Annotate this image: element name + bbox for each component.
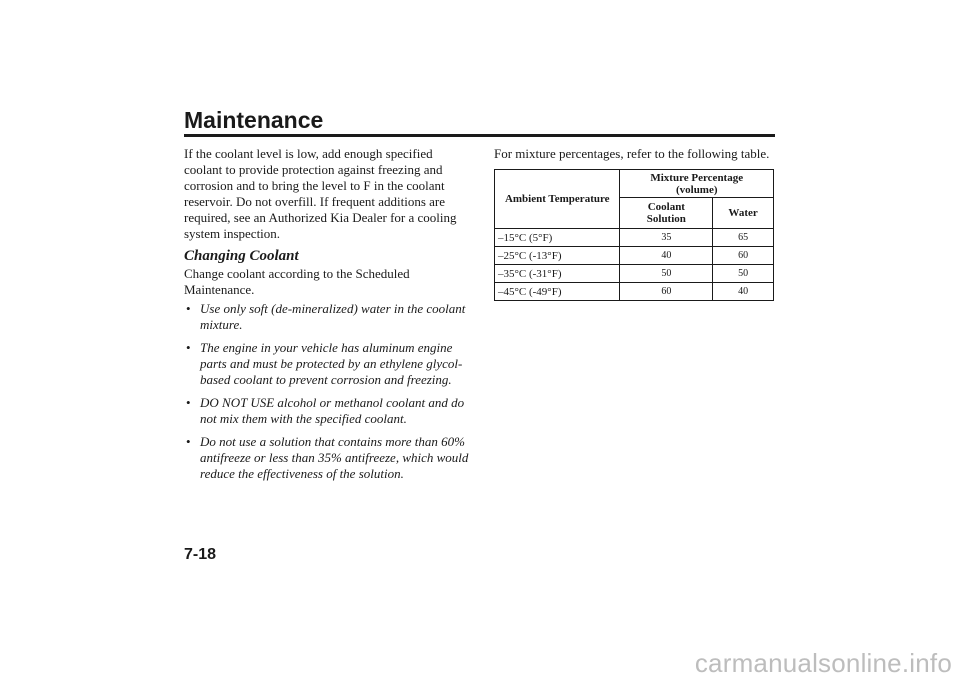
table-intro: For mixture percentages, refer to the following table. — [494, 146, 770, 161]
section-paragraph: Change coolant according to the Scheduled Maintenance. — [184, 266, 410, 297]
temp-cell: –15°C (5°F) — [495, 229, 620, 247]
intro-paragraph: If the coolant level is low, add enough specified coolant to provide protection against freezing and corrosion and to bring the level to F in the coolant reservoir. Do not overfill. If frequent additions are required, see an Authorized Kia Dealer for a cooling system inspection. — [184, 146, 457, 241]
bullet-text: DO NOT USE alcohol or methanol coolant and do not mix them with the specified coolant. — [200, 395, 465, 426]
section-heading: Changing Coolant — [184, 248, 299, 264]
list-item — [184, 434, 469, 482]
left-column — [184, 146, 469, 489]
coolant-cell: 40 — [620, 247, 713, 265]
coolant-cell: 35 — [620, 229, 713, 247]
list-item — [184, 395, 469, 427]
water-cell: 50 — [713, 265, 774, 283]
water-cell: 60 — [713, 247, 774, 265]
bullet-list — [184, 301, 469, 482]
bullet-icon: • — [186, 340, 191, 355]
header-ambient-temperature: Ambient Temperature — [495, 170, 620, 229]
right-column — [494, 146, 779, 162]
header-rule — [184, 134, 775, 137]
bullet-text: Use only soft (de-mineralized) water in the coolant mixture. — [200, 301, 466, 332]
mixture-table — [494, 169, 774, 301]
list-item — [184, 340, 469, 388]
header-water: Water — [713, 198, 774, 229]
table-row — [495, 283, 774, 301]
watermark: carmanualsonline.info — [694, 648, 952, 678]
table-row — [495, 229, 774, 247]
page-number: 7-18 — [184, 546, 217, 563]
header-coolant-solution: Coolant Solution — [620, 198, 713, 229]
water-cell: 40 — [713, 283, 774, 301]
header-mixture-percentage: Mixture Percentage (volume) — [620, 170, 774, 198]
table-row — [495, 247, 774, 265]
coolant-cell: 60 — [620, 283, 713, 301]
water-cell: 65 — [713, 229, 774, 247]
temp-cell: –25°C (-13°F) — [495, 247, 620, 265]
bullet-text: The engine in your vehicle has aluminum engine parts and must be protected by an ethylene glycol-based coolant to prevent corrosion and freezing. — [200, 340, 463, 387]
bullet-text: Do not use a solution that contains more than 60% antifreeze or less than 35% antifreeze, which would reduce the effectiveness of the solution. — [200, 434, 469, 481]
coolant-cell: 50 — [620, 265, 713, 283]
page-title: Maintenance — [184, 107, 324, 133]
table-row — [495, 265, 774, 283]
temp-cell: –45°C (-49°F) — [495, 283, 620, 301]
list-item — [184, 301, 469, 333]
bullet-icon: • — [186, 395, 191, 410]
bullet-icon: • — [186, 301, 191, 316]
bullet-icon: • — [186, 434, 191, 449]
temp-cell: –35°C (-31°F) — [495, 265, 620, 283]
